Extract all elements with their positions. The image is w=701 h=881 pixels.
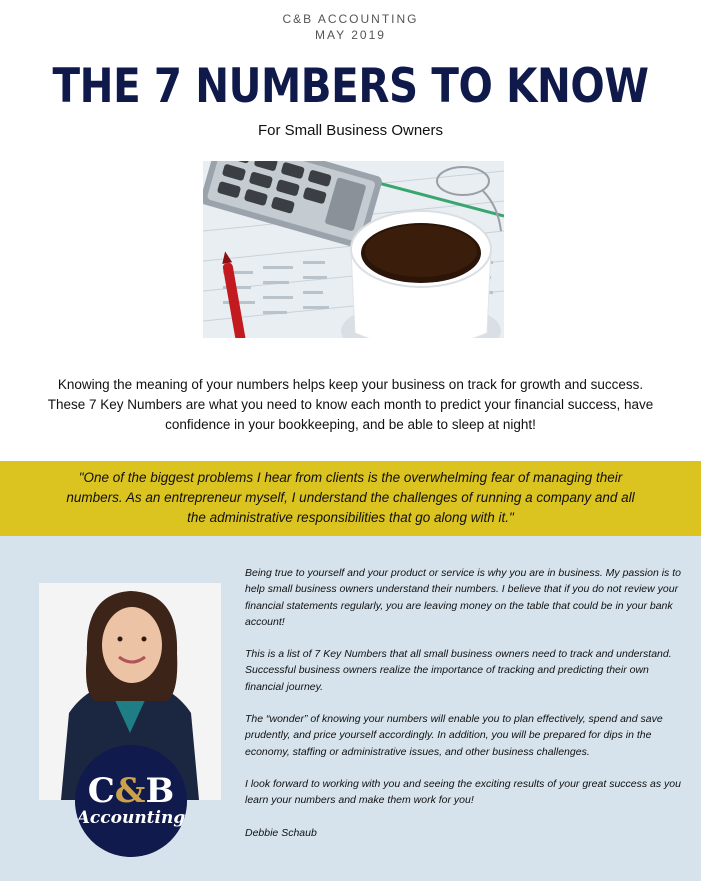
signature: Debbie Schaub [245,826,317,839]
header-organization: C&B ACCOUNTING [282,12,419,26]
bio-paragraph-1: Being true to yourself and your product or service is why you are in business. My passion is to help small business owners understand their numbers. I believe that if you do not review your financial statements regularly, you are leaving money on the table that could be in your bank account! [245,567,681,628]
company-logo [75,745,187,857]
svg-text:C&B: C&B [87,771,175,811]
intro-paragraph: Knowing the meaning of your numbers helps keep your business on track for growth and success. These 7 Key Numbers are what you need to know each month to predict your financial success, have confidence in your bookkeeping, and be able to sleep at night! [47,377,654,432]
client-quote: "One of the biggest problems I hear from clients is the overwhelming fear of managing their numbers. As an entrepreneur myself, I understand the challenges of running a company and all the administrative responsibilities that go along with it." [66,470,635,525]
bio-paragraph-4: I look forward to working with you and seeing the exciting results of your great success as you learn your numbers and make them work for you! [245,777,681,807]
bio-paragraph-2: This is a list of 7 Key Numbers that all small business owners need to track and understand. Successful business owners realize the importance of tracking and predicting their own financial journey. [245,648,672,693]
header-date: MAY 2019 [315,28,386,42]
hero-photo [203,161,504,338]
bio-paragraph-3: The “wonder” of knowing your numbers will enable you to plan effectively, spend and save prudently, and price yourself accordingly. In addition, you will be prepared for dips in the economy, staffing or administrative issues, and other business challenges. [245,713,663,758]
svg-text:Accounting: Accounting [76,808,186,828]
page-title: THE 7 NUMBERS TO KNOW [52,59,649,114]
bio-text [245,565,685,841]
page-subtitle: For Small Business Owners [257,122,444,139]
